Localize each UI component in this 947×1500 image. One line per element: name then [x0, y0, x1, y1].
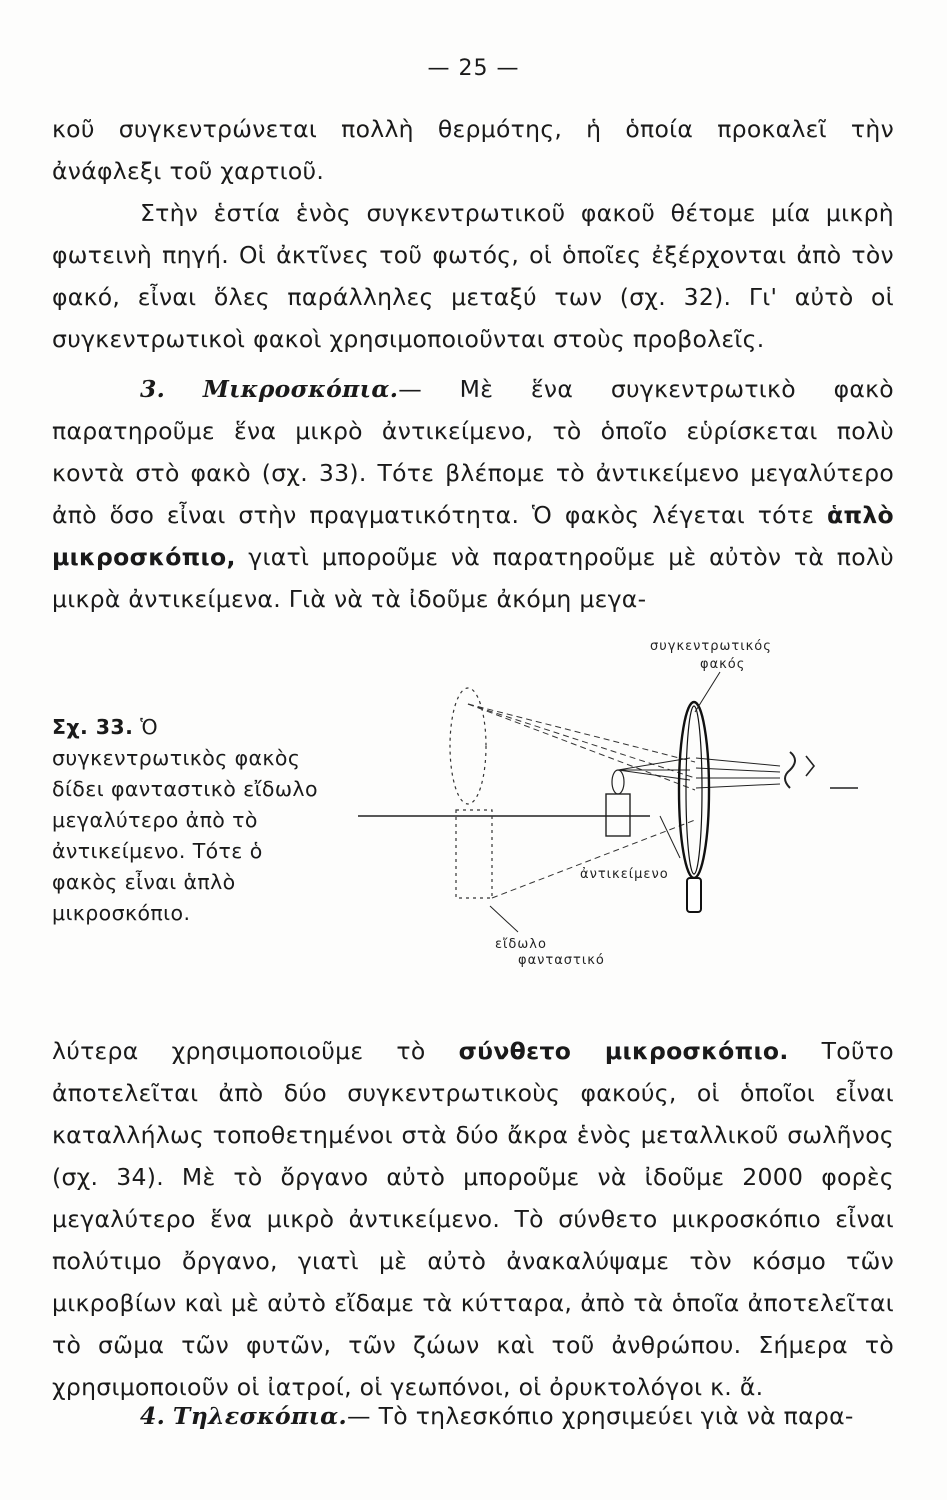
text-block-telescopes	[52, 1395, 894, 1437]
figure-caption	[52, 712, 332, 929]
paragraph-text: λύτερα χρησιμοποιοῦμε τὸ	[52, 1037, 426, 1065]
text-block-microscopes	[52, 368, 894, 620]
virtual-ray	[468, 704, 695, 790]
text-block-compound-microscope	[52, 1030, 894, 1408]
section-number-3: 3.	[140, 375, 166, 403]
image-label-leader	[490, 906, 518, 932]
section-title-telescopes: Τηλεσκόπια.	[172, 1402, 348, 1430]
object-flame-icon	[612, 770, 624, 794]
paragraph-text: Τοῦτο ἀποτελεῖται ἀπὸ δύο συγκεντρωτικοὺς φακούς, οἱ ὁποῖοι εἶναι καταλλήλως τοποθετημένοι στὰ δύο ἄκρα ἑνὸς μεταλλικοῦ σωλῆνος (σχ. 34). Μὲ τὸ ὄργανο αὐτὸ μποροῦμε νὰ ἰδοῦμε 2000 φορὲς μεγαλύτερο ἕνα μικρὸ ἀντικείμενο. Τὸ σύνθετο μικροσκόπιο εἶναι πολύτιμο ὄργανο, γιατὶ μὲ αὐτὸ ἀνακαλύψαμε τὸν κόσμο τῶν μικροβίων καὶ μὲ αὐτὸ εἴδαμε τὰ κύτταρα, ἀπὸ τὰ ὁποῖα ἀποτελεῖται τὸ σῶμα τῶν φυτῶν, τῶν ζώων καὶ τοῦ ἀνθρώπου. Σήμερα τὸ χρησιμοποιοῦν οἱ ἰατροί, οἱ γεωπόνοι, οἱ ὀρυκτολόγοι κ. ἄ.	[52, 1037, 894, 1401]
lens-handle-icon	[687, 878, 701, 912]
paragraph-simple-microscope	[52, 368, 894, 620]
lens-diagram-svg	[350, 620, 890, 980]
term-simple-microscope: ἁπλὸ μικροσκόπιο,	[52, 501, 894, 571]
term-compound-microscope: σύνθετο μικροσκόπιο.	[458, 1037, 789, 1065]
paragraph-text: γιατὶ μποροῦμε νὰ παρατηροῦμε μὲ αὐτὸν τὰ πολὺ μικρὰ ἀντικείμενα. Γιὰ νὰ τὰ ἰδοῦμε ἀκόμη μεγα-	[52, 543, 894, 613]
paragraph-projectors: Στὴν ἑστία ἑνὸς συγκεντρωτικοῦ φακοῦ θέτομε μία μικρὴ φωτεινὴ πηγή. Οἱ ἀκτῖνες τοῦ φωτός, οἱ ὁποῖες ἐξέρχονται ἀπὸ τὸν φακό, εἶναι ὅλες παράλληλες μεταξύ των (σχ. 32). Γι' αὐτὸ οἱ συγκεντρωτικοὶ φακοὶ χρησιμοποιοῦνται στοὺς προβολεῖς.	[52, 199, 894, 353]
virtual-flame-icon	[450, 688, 486, 804]
paragraph-text: — Τὸ τηλεσκόπιο χρησιμεύει γιὰ νὰ παρα-	[347, 1402, 854, 1430]
paragraph-heat: κοῦ συγκεντρώνεται πολλὴ θερμότης, ἡ ὁποία προκαλεῖ τὴν ἀνάφλεξι τοῦ χαρτιοῦ.	[52, 115, 894, 185]
figure-label: Σχ. 33.	[52, 715, 134, 739]
object-label-leader	[660, 816, 680, 858]
text-block-top	[52, 108, 894, 360]
label-lens-line-2: φακός	[700, 657, 746, 672]
virtual-ray	[468, 704, 695, 762]
paragraph-telescopes	[52, 1395, 894, 1437]
virtual-ray	[492, 820, 695, 898]
figure-caption-text: Ὁ συγκεντρωτικὸς φακὸς δίδει φανταστικὸ εἴδωλο μεγαλύτερο ἀπὸ τὸ ἀντικείμενο. Τότε ὁ φακὸς εἶναι ἁπλὸ μικροσκόπιο.	[52, 715, 318, 925]
section-title-microscopes: Μικροσκόπια.	[202, 375, 399, 403]
label-image-line-1: εἴδωλο	[495, 937, 547, 952]
eye-mark	[806, 756, 814, 776]
virtual-candle-icon	[456, 810, 492, 898]
paragraph-text: — Μὲ ἕνα συγκεντρωτικὸ φακὸ παρατηροῦμε ἕνα μικρὸ ἀντικείμενο, τὸ ὁποῖο εὑρίσκεται πολὺ κοντὰ στὸ φακὸ (σχ. 33). Τότε βλέπομε τὸ ἀντικείμενο μεγαλύτερο ἀπὸ ὅσο εἶναι στὴν πραγματικότητα. Ὁ φακὸς λέγεται τότε	[52, 375, 894, 529]
label-lens-line-1: συγκεντρωτικός	[650, 639, 772, 654]
label-object: ἀντικείμενο	[580, 867, 669, 882]
figure-lens-diagram	[350, 620, 890, 980]
paragraph-compound-microscope	[52, 1030, 894, 1408]
virtual-ray	[468, 704, 695, 778]
section-number-4: 4.	[140, 1402, 166, 1430]
label-image-line-2: φανταστικό	[518, 953, 605, 968]
page-number: — 25 —	[427, 56, 520, 81]
lens-label-leader	[695, 672, 720, 712]
object-candle-icon	[606, 794, 630, 836]
eye-icon	[785, 752, 795, 788]
